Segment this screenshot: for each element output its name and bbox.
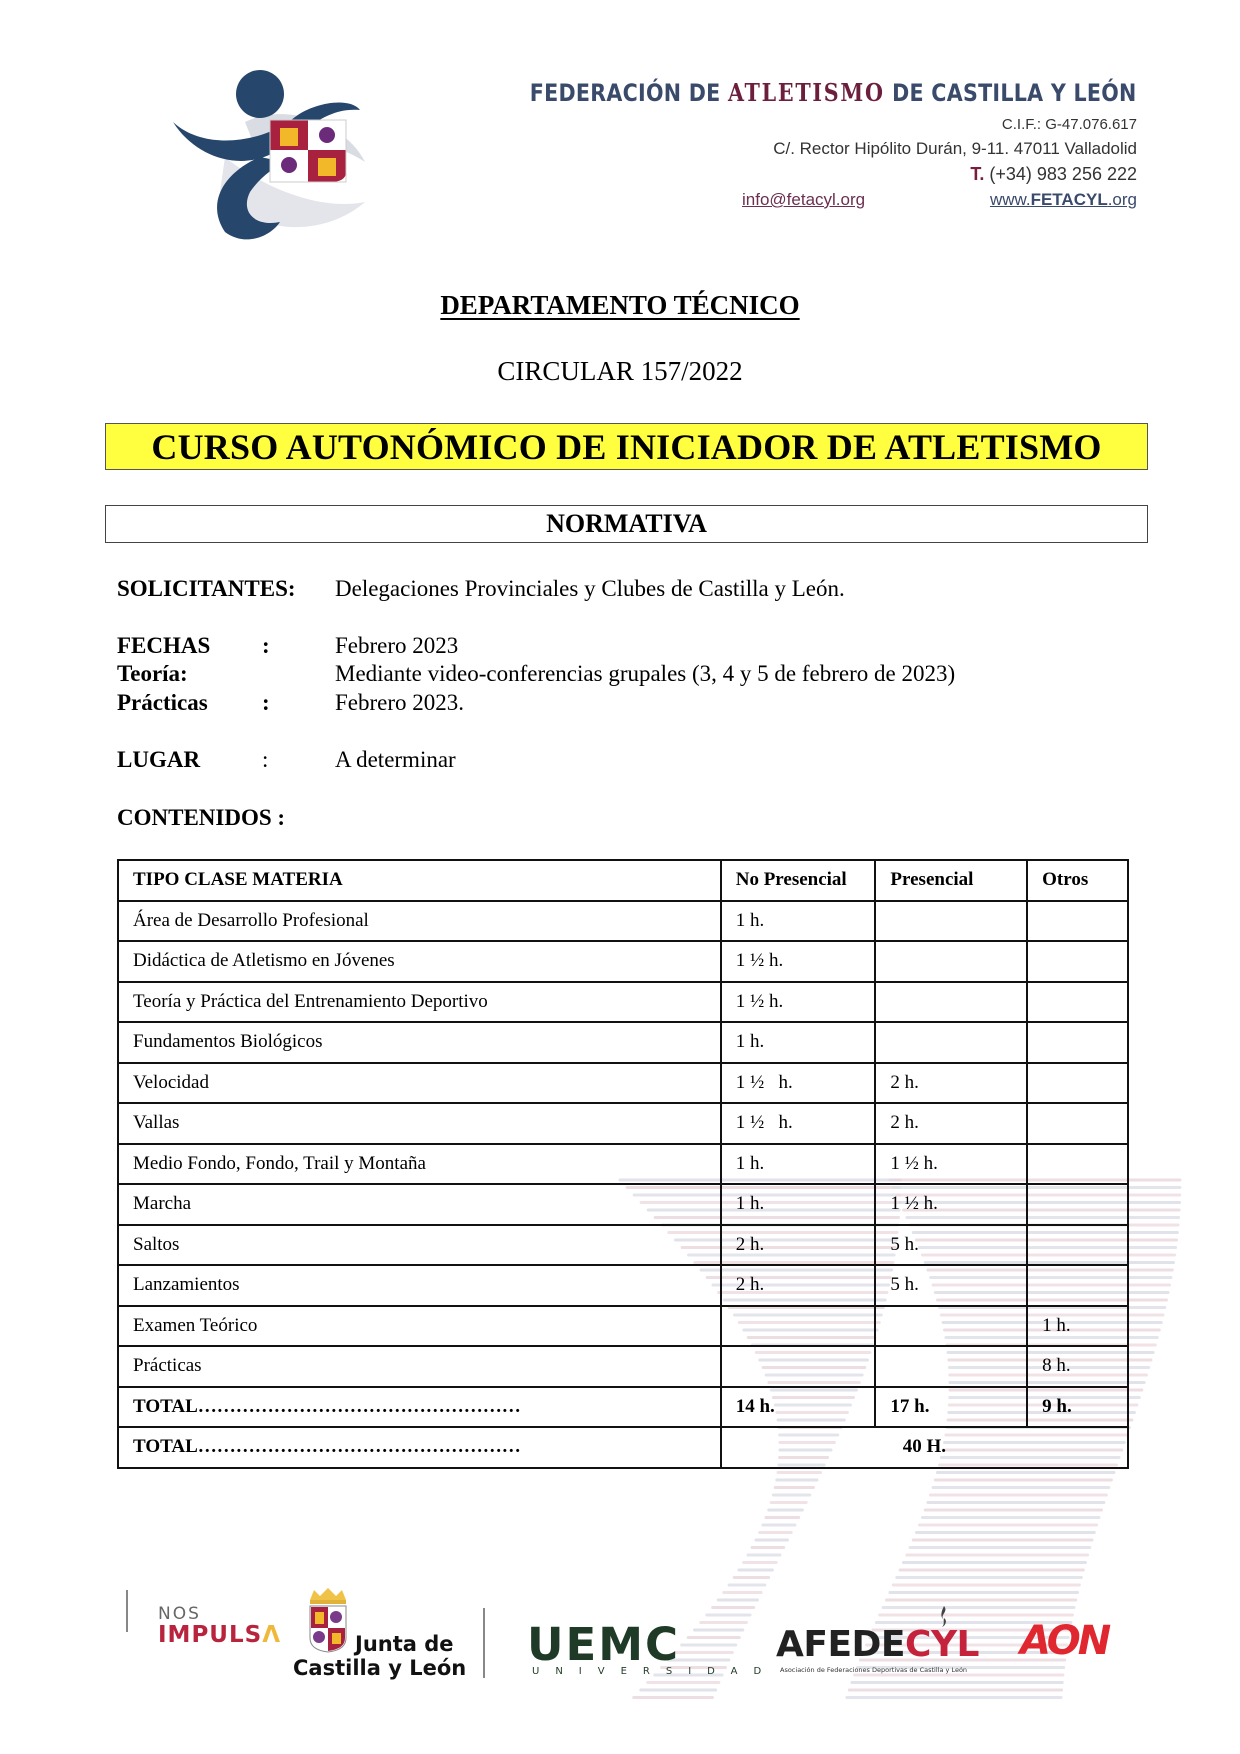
field-value: Delegaciones Provinciales y Clubes de Castilla y León. [335,576,845,601]
federation-name: FEDERACIÓN DE ATLETISMO DE CASTILLA Y LEÓN [530,78,1137,107]
cell-no-presencial: 1 h. [721,1022,876,1063]
cell-no-presencial: 1 h. [721,1184,876,1225]
cell-presencial: 5 h. [875,1225,1027,1266]
circular-number: CIRCULAR 157/2022 [497,356,743,386]
field-value: Mediante video-conferencias grupales (3, 4 y 5 de febrero de 2023) [335,661,956,686]
federation-logo [165,62,375,252]
field-colon: : [262,690,270,715]
field-label: LUGAR [117,747,201,772]
cell-no-presencial: 2 h. [721,1265,876,1306]
field-value: Febrero 2023. [335,690,465,715]
cell-presencial [875,982,1027,1023]
header-tipo-clase: TIPO CLASE MATERIA [118,860,721,901]
section-title-box [105,505,1148,543]
section-title: NORMATIVA [546,509,707,538]
cell-no-presencial: 1 h. [721,901,876,942]
table-row [118,1063,1128,1104]
total-no-presencial: 14 h. [721,1387,876,1428]
junta-logo: Junta de Castilla y León [293,1632,467,1680]
cell-materia: Vallas [118,1103,721,1144]
cell-presencial: 2 h. [875,1063,1027,1104]
cell-presencial [875,1022,1027,1063]
address: C/. Rector Hipólito Durán, 9-11. 47011 Valladolid [773,139,1137,158]
cell-materia: Didáctica de Atletismo en Jóvenes [118,941,721,982]
field-label: SOLICITANTES: [117,576,296,601]
total-otros: 9 h. [1027,1387,1128,1428]
field-label: CONTENIDOS : [117,805,286,830]
email-link[interactable]: info@fetacyl.org [742,190,866,209]
cell-no-presencial: 2 h. [721,1225,876,1266]
field-value: Febrero 2023 [335,633,459,658]
header-presencial: Presencial [875,860,1027,901]
cell-no-presencial [721,1346,876,1387]
cell-otros [1027,901,1128,942]
cell-materia: Prácticas [118,1346,721,1387]
contents-table [117,859,1129,1469]
field-label: Teoría: [117,661,188,686]
cell-presencial: 1 ½ h. [875,1144,1027,1185]
header-otros: Otros [1027,860,1128,901]
table-row [118,982,1128,1023]
field-colon: : [262,747,269,772]
table-row [118,1306,1128,1347]
table-row [118,1225,1128,1266]
table-row [118,1184,1128,1225]
cell-presencial [875,1306,1027,1347]
table-grand-total-row [118,1427,1128,1468]
table-total-row [118,1387,1128,1428]
cell-presencial [875,1346,1027,1387]
footer-divider [126,1590,128,1632]
cell-no-presencial: 1 ½ h. [721,982,876,1023]
cell-materia: Lanzamientos [118,1265,721,1306]
cell-materia: Fundamentos Biológicos [118,1022,721,1063]
cell-materia: Área de Desarrollo Profesional [118,901,721,942]
nos-impulsa-logo-top: NOS [158,1604,201,1624]
cif: C.I.F.: G-47.076.617 [1001,116,1137,133]
cell-otros: 1 h. [1027,1306,1128,1347]
cell-otros [1027,1144,1128,1185]
cell-materia: Saltos [118,1225,721,1266]
field-colon: : [262,633,270,658]
table-header-row [118,860,1128,901]
cell-presencial [875,901,1027,942]
footer-divider [483,1608,485,1678]
afedecyl-logo-subtitle: Asociación de Federaciones Deportivas de Castilla y León [780,1666,968,1674]
uemc-logo: UEMC [527,1618,681,1671]
uemc-logo-subtitle: UNIVERSIDAD [532,1666,778,1677]
cell-no-presencial: 1 h. [721,1144,876,1185]
cell-otros [1027,982,1128,1023]
cell-otros [1027,1265,1128,1306]
grand-total-value: 40 H. [721,1427,1128,1468]
course-title-box [105,423,1148,470]
table-row [118,1144,1128,1185]
cell-materia: Marcha [118,1184,721,1225]
cell-otros [1027,1063,1128,1104]
cell-otros: 8 h. [1027,1346,1128,1387]
cell-no-presencial: 1 ½ h. [721,1063,876,1104]
cell-presencial: 2 h. [875,1103,1027,1144]
table-row [118,1265,1128,1306]
field-value: A determinar [335,747,456,772]
header-no-presencial: No Presencial [721,860,876,901]
cell-presencial: 1 ½ h. [875,1184,1027,1225]
cell-materia: Teoría y Práctica del Entrenamiento Deportivo [118,982,721,1023]
cell-otros [1027,1103,1128,1144]
total-label: TOTAL…………………………………………… [118,1387,721,1428]
table-row [118,1022,1128,1063]
aon-logo: AON [1020,1618,1109,1664]
cell-materia: Examen Teórico [118,1306,721,1347]
cell-no-presencial [721,1306,876,1347]
cell-presencial [875,941,1027,982]
table-row [118,941,1128,982]
cell-materia: Velocidad [118,1063,721,1104]
table-row [118,1346,1128,1387]
cell-otros [1027,1184,1128,1225]
grand-total-label: TOTAL…………………………………………… [118,1427,721,1468]
cell-otros [1027,1225,1128,1266]
cell-no-presencial: 1 ½ h. [721,1103,876,1144]
field-label: FECHAS [117,633,211,658]
website-link[interactable]: www.FETACYL.org [989,190,1137,209]
cell-presencial: 5 h. [875,1265,1027,1306]
field-label: Prácticas [117,690,208,715]
total-presencial: 17 h. [875,1387,1027,1428]
table-row [118,901,1128,942]
cell-materia: Medio Fondo, Fondo, Trail y Montaña [118,1144,721,1185]
phone: T. (+34) 983 256 222 [970,164,1137,184]
course-title: CURSO AUTONÓMICO DE INICIADOR DE ATLETISMO [151,426,1102,467]
cell-no-presencial: 1 ½ h. [721,941,876,982]
cell-otros [1027,941,1128,982]
afedecyl-logo: AFEDECYL [776,1624,979,1665]
nos-impulsa-logo: IMPULSΛ [158,1622,282,1648]
cell-otros [1027,1022,1128,1063]
table-row [118,1103,1128,1144]
department-heading: DEPARTAMENTO TÉCNICO [440,290,800,320]
